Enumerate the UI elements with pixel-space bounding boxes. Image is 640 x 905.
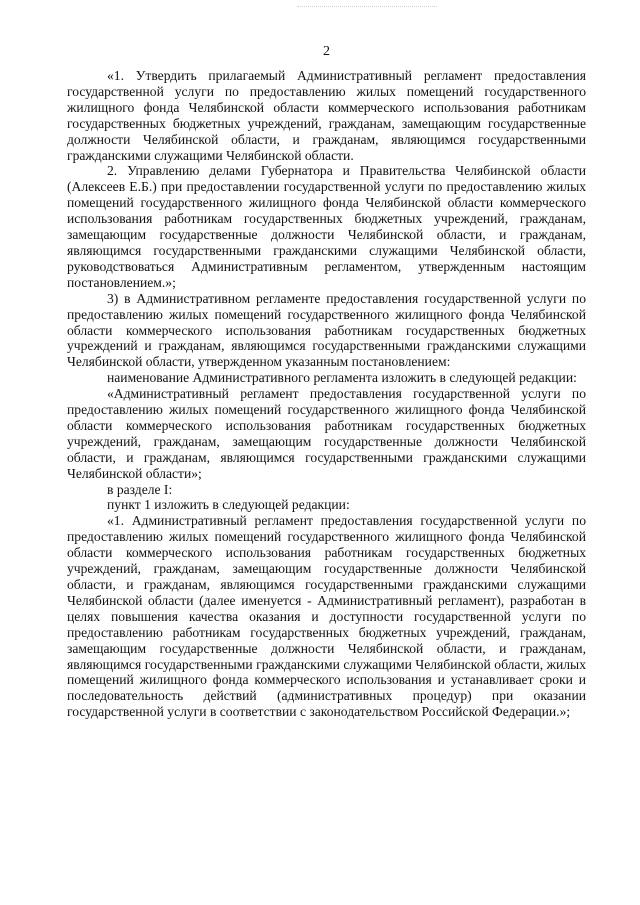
paragraph-amendment-3: 3) в Административном регламенте предоставления государственной услуги по предоставлению жилых помещений государственного жилищного фонда Челябинской области коммерческого использования работникам государственных бюджетных учреждений и гражданам, являющимся государственными гражданскими служащими Челябинской области, утвержденном указанным постановлением: [67, 290, 586, 370]
paragraph-approve-regulation: «1. Утвердить прилагаемый Административный регламент предоставления государственной услуги по предоставлению жилых помещений государственного жилищного фонда Челябинской области коммерческого использования работникам государственных бюджетных учреждений, гражданам, замещающим государственные должности Челябинской области, и гражданам, являющимся государственными гражданскими служащими Челябинской области. [67, 68, 586, 163]
document-body [67, 68, 586, 720]
paragraph-section-1: в разделе I: [107, 481, 173, 497]
scan-artifact [297, 6, 437, 9]
paragraph-administration-directive: 2. Управлению делами Губернатора и Правительства Челябинской области (Алексеев Е.Б.) при предоставлении государственной услуги по предоставлению жилых помещений государственного жилищного фонда Челябинской области коммерческого использования работникам государственных бюджетных учреждений, гражданам, замещающим государственные должности Челябинской области, и гражданам, являющимся государственными гражданскими служащими Челябинской области, руководствоваться Административным регламентом, утвержденным настоящим постановлением.»; [67, 163, 586, 290]
paragraph-title-change: наименование Административного регламента изложить в следующей редакции: [107, 370, 577, 386]
paragraph-item-1-change: пункт 1 изложить в следующей редакции: [107, 497, 350, 513]
page-number: 2 [323, 44, 330, 59]
paragraph-new-title: «Административный регламент предоставления государственной услуги по предоставлению жилых помещений государственного жилищного фонда Челябинской области коммерческого использования работникам государственных бюджетных учреждений, гражданам, замещающим государственные должности Челябинской области, и гражданам, являющимся государственными гражданскими служащими Челябинской области»; [67, 386, 586, 481]
paragraph-item-1-text: «1. Административный регламент предоставления государственной услуги по предоставлению жилых помещений государственного жилищного фонда Челябинской области коммерческого использования работникам государственных бюджетных учреждений, гражданам, замещающим государственные должности Челябинской области, и гражданам, являющимся государственными гражданскими служащими Челябинской области (далее именуется - Административный регламент), разработан в целях повышения качества оказания и доступности государственной услуги по предоставлению работникам государственных бюджетных учреждений, гражданам, замещающим государственные должности Челябинской области, и гражданам, являющимся государственными гражданскими служащими Челябинской области, жилых помещений жилищного фонда коммерческого использования и устанавливает сроки и последовательность действий (административных процедур) при оказании государственной услуги в соответствии с законодательством Российской Федерации.»; [67, 513, 586, 720]
document-page [67, 0, 586, 905]
